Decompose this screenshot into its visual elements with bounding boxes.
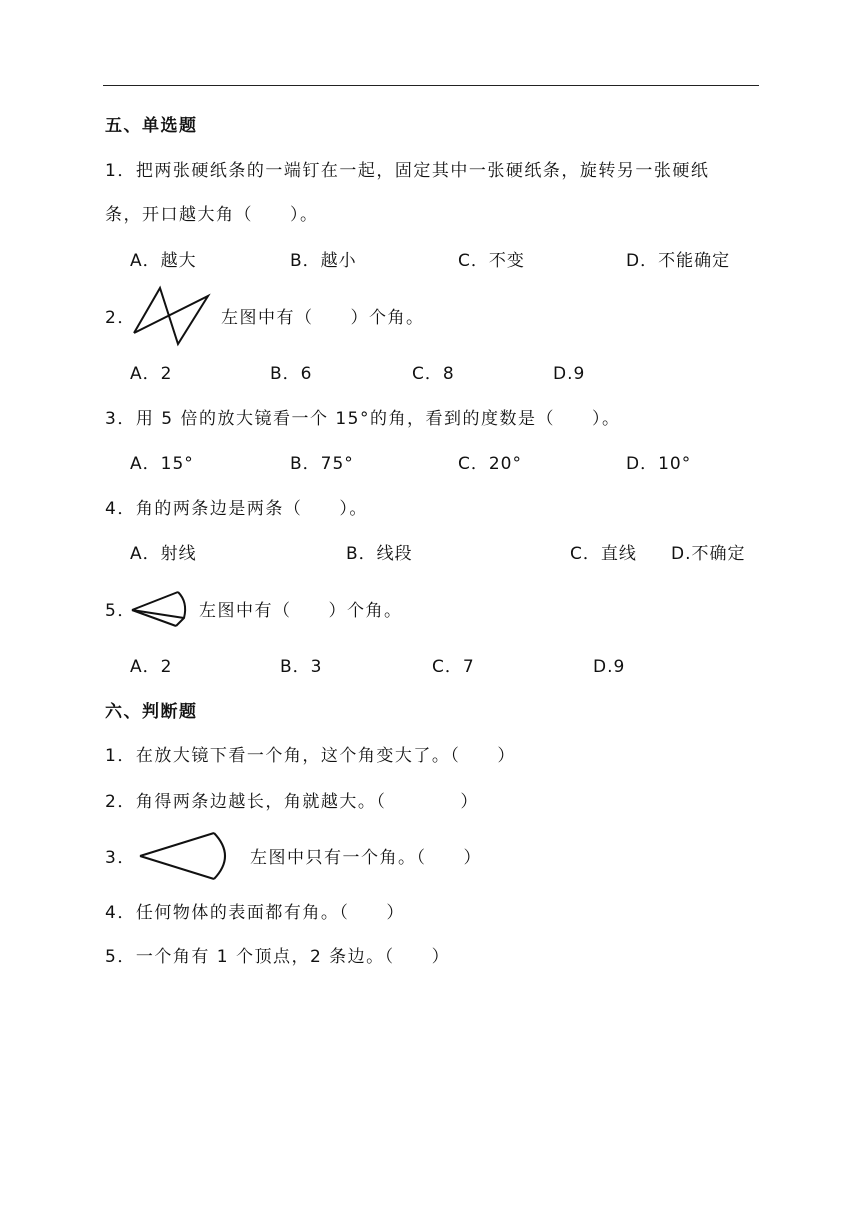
q5-1-option-b[interactable]: B．越小	[290, 251, 357, 271]
section6-title: 六、判断题	[105, 702, 198, 722]
q5-3-option-c[interactable]: C．20°	[458, 454, 523, 474]
q5-3-text: 3．用 5 倍的放大镜看一个 15°的角，看到的度数是（ ）。	[105, 409, 621, 429]
q5-3-option-a[interactable]: A．15°	[130, 454, 194, 474]
q5-3-option-d[interactable]: D．10°	[626, 454, 692, 474]
q5-4-option-a[interactable]: A．射线	[130, 544, 197, 564]
fan-figure	[128, 588, 190, 632]
q6-1-text: 1．在放大镜下看一个角，这个角变大了。（ ）	[105, 746, 516, 766]
q6-3-number: 3．	[105, 848, 136, 868]
q5-5-option-b[interactable]: B．3	[280, 657, 323, 677]
q5-5-option-a[interactable]: A．2	[130, 657, 173, 677]
q5-5-text: 左图中有（ ）个角。	[199, 601, 403, 621]
q5-1-option-a[interactable]: A．越大	[130, 251, 197, 271]
q5-2-option-b[interactable]: B．6	[270, 364, 313, 384]
q5-2-option-d[interactable]: D.9	[553, 364, 586, 384]
q5-3-option-b[interactable]: B．75°	[290, 454, 354, 474]
q5-4-option-b[interactable]: B．线段	[346, 544, 413, 564]
q5-2-text: 左图中有（ ）个角。	[221, 308, 425, 328]
bowtie-figure	[130, 284, 212, 348]
q5-1-text-line2: 条，开口越大角（ ）。	[105, 205, 319, 225]
section5-title: 五、单选题	[105, 116, 198, 136]
header-rule	[103, 85, 759, 86]
q5-1-option-c[interactable]: C．不变	[458, 251, 525, 271]
q5-1-text-line1: 1．把两张硬纸条的一端钉在一起，固定其中一张硬纸条，旋转另一张硬纸	[105, 161, 710, 181]
q5-4-option-d[interactable]: D.不确定	[671, 544, 746, 564]
q5-2-number: 2．	[105, 308, 136, 328]
sector-figure	[136, 828, 236, 884]
q5-1-option-d[interactable]: D．不能确定	[626, 251, 731, 271]
q5-4-text: 4．角的两条边是两条（ ）。	[105, 499, 368, 519]
q6-4-text: 4．任何物体的表面都有角。（ ）	[105, 903, 405, 923]
q6-2-text: 2．角得两条边越长，角就越大。（ ）	[105, 792, 479, 812]
q5-5-option-d[interactable]: D.9	[593, 657, 626, 677]
q5-5-option-c[interactable]: C．7	[432, 657, 475, 677]
q5-5-number: 5．	[105, 601, 136, 621]
q5-4-option-c[interactable]: C．直线	[570, 544, 637, 564]
q5-2-option-c[interactable]: C．8	[412, 364, 455, 384]
q6-5-text: 5．一个角有 1 个顶点，2 条边。（ ）	[105, 947, 451, 967]
q5-2-option-a[interactable]: A．2	[130, 364, 173, 384]
q6-3-text: 左图中只有一个角。（ ）	[250, 848, 482, 868]
